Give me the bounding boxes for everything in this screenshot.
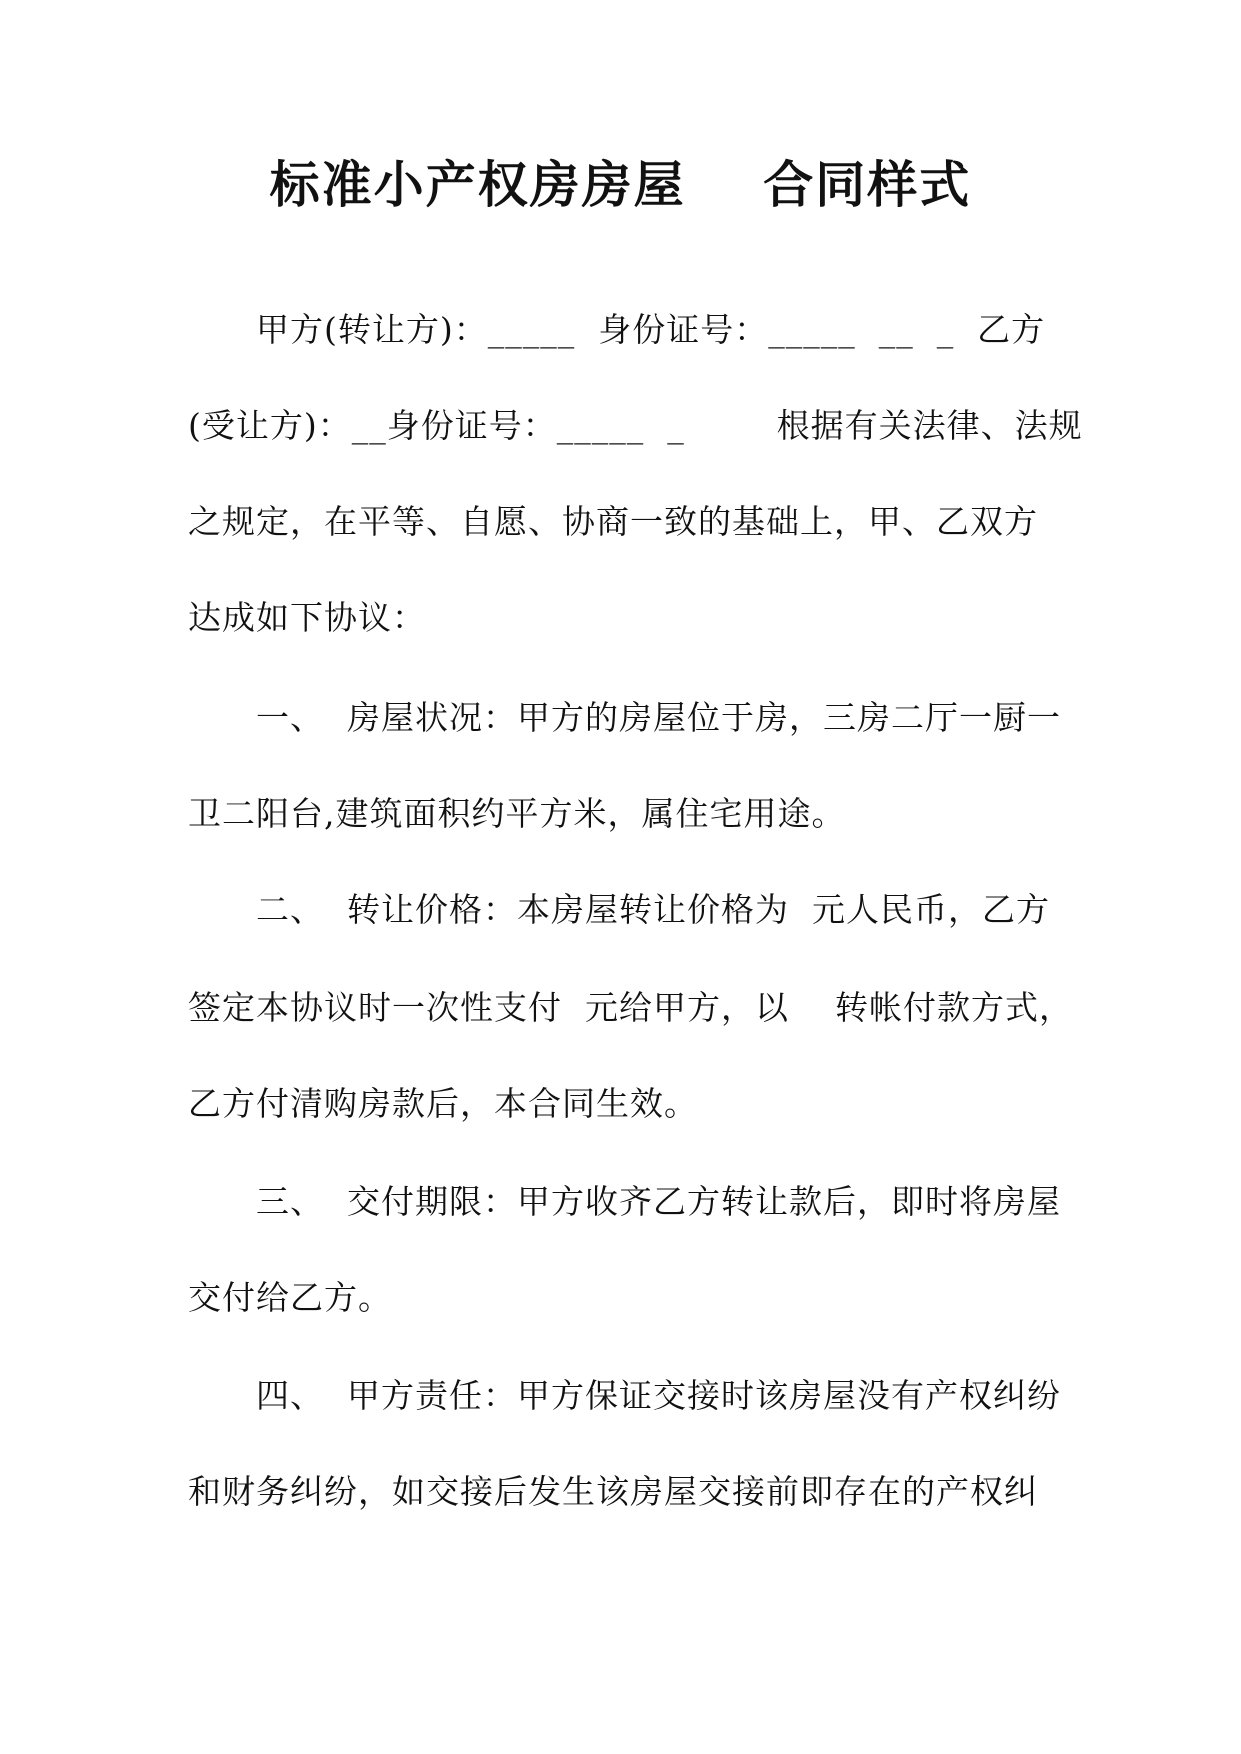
clause-1-line-1: 一、 房屋状况：甲方的房屋位于房，三房二厅一厨一 (256, 698, 1061, 737)
document-title: 标准小产权房房屋 合同样式 (269, 156, 972, 214)
paragraph-line-4: 达成如下协议： (188, 598, 426, 637)
clause-3-line-2: 交付给乙方。 (188, 1278, 392, 1317)
clause-1-line-2: 卫二阳台,建筑面积约平方米，属住宅用途。 (188, 794, 846, 833)
paragraph-line-1: 甲方(转让方)：_____ 身份证号：_____ __ _ 乙方 (256, 310, 1046, 349)
clause-4-line-1: 四、 甲方责任：甲方保证交接时该房屋没有产权纠纷 (256, 1376, 1061, 1415)
clause-3-line-1: 三、 交付期限：甲方收齐乙方转让款后，即时将房屋 (256, 1182, 1061, 1221)
clause-2-line-3: 乙方付清购房款后，本合同生效。 (188, 1084, 698, 1123)
clause-2-line-2: 签定本协议时一次性支付 元给甲方，以 转帐付款方式， (188, 988, 1073, 1027)
paragraph-line-2: (受让方)：__身份证号：_____ _ 根据有关法律、法规 (188, 406, 1083, 445)
clause-4-line-2: 和财务纠纷，如交接后发生该房屋交接前即存在的产权纠 (188, 1472, 1038, 1511)
paragraph-line-3: 之规定，在平等、自愿、协商一致的基础上，甲、乙双方 (188, 502, 1038, 541)
clause-2-line-1: 二、 转让价格：本房屋转让价格为 元人民币，乙方 (256, 890, 1050, 929)
